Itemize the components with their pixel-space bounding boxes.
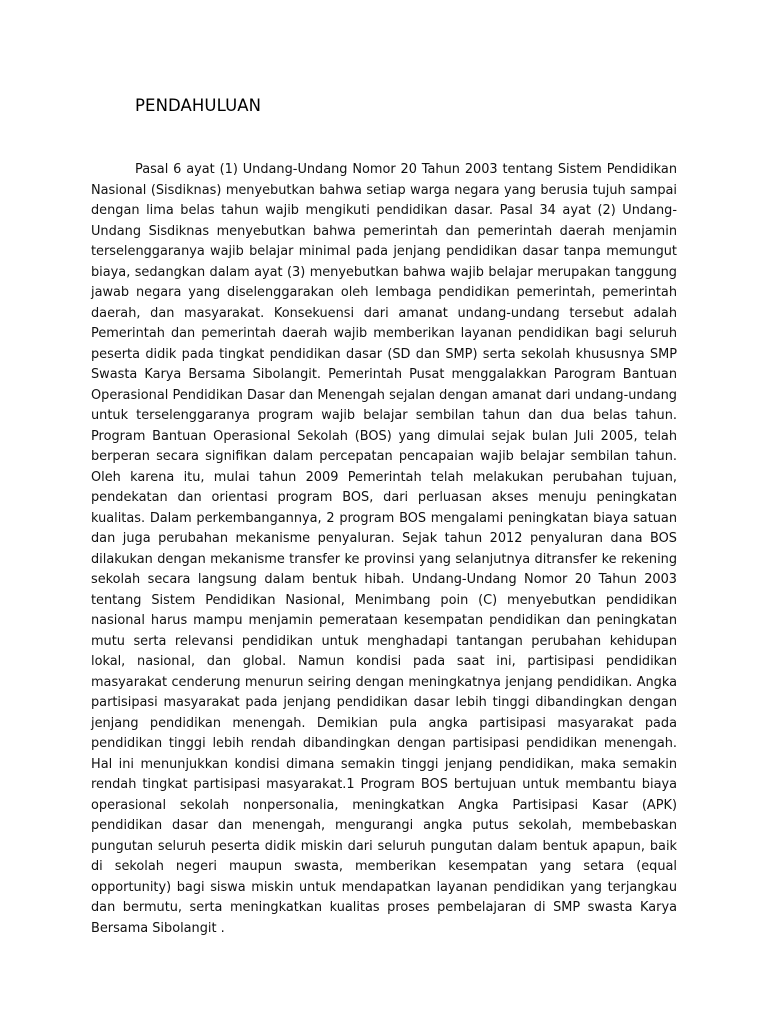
section-heading: PENDAHULUAN: [135, 96, 262, 115]
body-paragraph: Pasal 6 ayat (1) Undang-Undang Nomor 20 Tahun 2003 tentang Sistem Pendidikan Nasional (Sisdiknas) menyebutkan bahwa setiap warga negara yang berusia tujuh sampai dengan lima belas tahun wajib mengikuti pendidikan dasar. Pasal 34 ayat (2) Undang-Undang Sisdiknas menyebutkan bahwa pemerintah dan pemerintah daerah menjamin terselenggaranya wajib belajar minimal pada jenjang pendidikan dasar tanpa memungut biaya, sedangkan dalam ayat (3) menyebutkan bahwa wajib belajar merupakan tanggung jawab negara yang diselenggarakan oleh lembaga pendidikan pemerintah, pemerintah daerah, dan masyarakat. Konsekuensi dari amanat undang-undang tersebut adalah Pemerintah dan pemerintah daerah wajib memberikan layanan pendidikan bagi seluruh peserta didik pada tingkat pendidikan dasar (SD dan SMP) serta sekolah khususnya SMP Swasta Karya Bersama Sibolangit. Pemerintah Pusat menggalakkan Parogram Bantuan Operasional Pendidikan Dasar dan Menengah sejalan dengan amanat dari undang-undang untuk terselenggaranya program wajib belajar sembilan tahun dan dua belas tahun. Program Bantuan Operasional Sekolah (BOS) yang dimulai sejak bulan Juli 2005, telah berperan secara signifikan dalam percepatan pencapaian wajib belajar sembilan tahun. Oleh karena itu, mulai tahun 2009 Pemerintah telah melakukan perubahan tujuan, pendekatan dan orientasi program BOS, dari perluasan akses menuju peningkatan kualitas. Dalam perkembangannya, 2 program BOS mengalami peningkatan biaya satuan dan juga perubahan mekanisme penyaluran. Sejak tahun 2012 penyaluran dana BOS dilakukan dengan mekanisme transfer ke provinsi yang selanjutnya ditransfer ke rekening sekolah secara langsung dalam bentuk hibah. Undang-Undang Nomor 20 Tahun 2003 tentang Sistem Pendidikan Nasional, Menimbang poin (C) menyebutkan pendidikan nasional harus mampu menjamin pemerataan kesempatan pendidikan dan peningkatan mutu serta relevansi pendidikan untuk menghadapi tantangan perubahan kehidupan lokal, nasional, dan global. Namun kondisi pada saat ini, partisipasi pendidikan masyarakat cenderung menurun seiring dengan meningkatnya jenjang pendidikan. Angka partisipasi masyarakat pada jenjang pendidikan dasar lebih tinggi dibandingkan dengan jenjang pendidikan menengah. Demikian pula angka partisipasi masyarakat pada pendidikan tinggi lebih rendah dibandingkan dengan partisipasi pendidikan menengah. Hal ini menunjukkan kondisi dimana semakin tinggi jenjang pendidikan, maka semakin rendah tingkat partisipasi masyarakat.1 Program BOS bertujuan untuk membantu biaya operasional sekolah nonpersonalia, meningkatkan Angka Partisipasi Kasar (APK) pendidikan dasar dan menengah, mengurangi angka putus sekolah, membebaskan pungutan seluruh peserta didik miskin dari seluruh pungutan dalam bentuk apapun, baik di sekolah negeri maupun swasta, memberikan kesempatan yang setara (equal opportunity) bagi siswa miskin untuk mendapatkan layanan pendidikan yang terjangkau dan bermutu, serta meningkatkan kualitas proses pembelajaran di SMP swasta Karya Bersama Sibolangit .: [91, 162, 677, 936]
